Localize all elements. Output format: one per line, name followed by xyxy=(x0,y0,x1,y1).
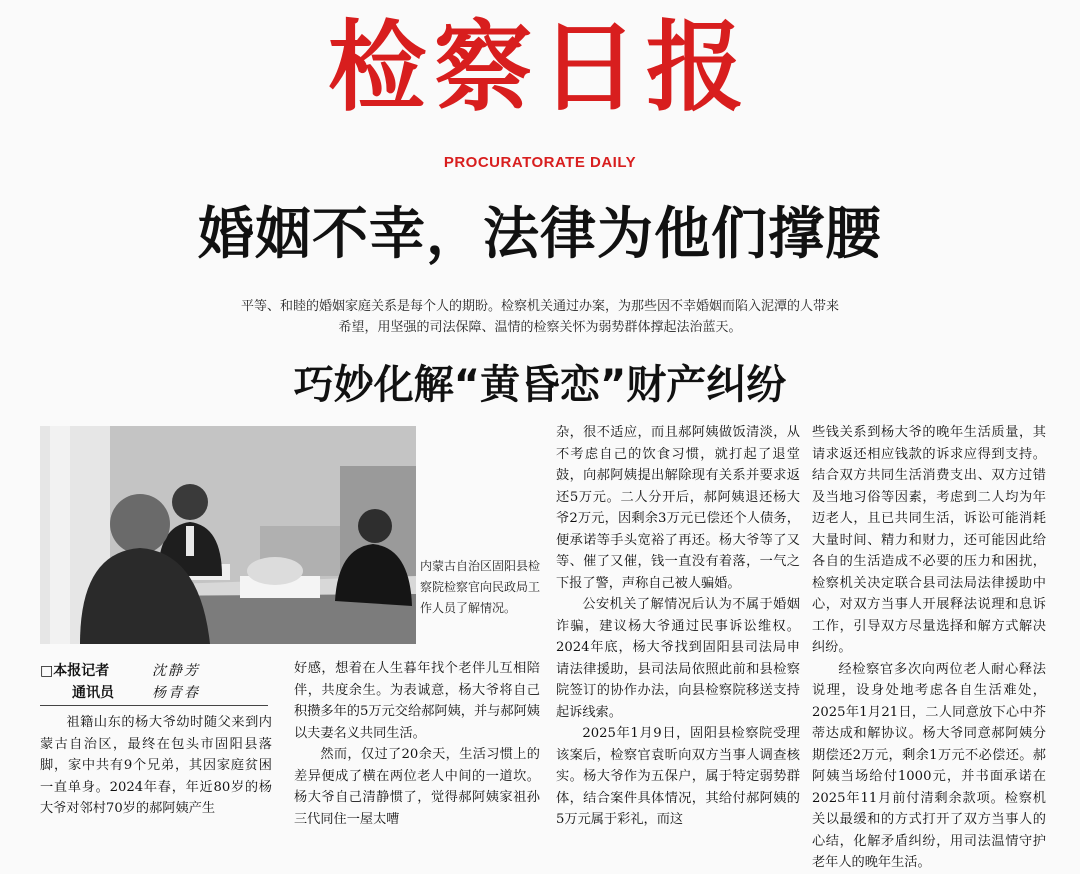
paragraph: 经检察官多次向两位老人耐心释法说理，设身处地考虑各自生活难处，2025年1月21日，二人同意放下心中芥蒂达成和解协议。杨大爷同意郝阿姨分期偿还2万元，剩余1万元不必偿还。郝阿姨当场给付1000元，并书面承诺在2025年11月前付清剩余款项。检察机关以最缓和的方式打开了双方当事人的心结，化解矛盾纠纷，用司法温情守护老年人的晚年生活。 xyxy=(812,661,1046,870)
paragraph: 祖籍山东的杨大爷幼时随父来到内蒙古自治区，最终在包头市固阳县落脚，家中共有9个兄弟，其因家庭贫困一直单身。2024年春，年近80岁的杨大爷对邻村70岁的郝阿姨产生 xyxy=(40,715,272,816)
paragraph: 然而，仅过了20余天，生活习惯上的差异便成了横在两位老人中间的一道坎。杨大爷自己清静惯了，觉得郝阿姨家祖孙三代同住一屋太嘈 xyxy=(294,747,540,827)
article-column-2 xyxy=(294,658,540,834)
correspondent-name: 杨青春 xyxy=(152,685,200,701)
lead-paragraph xyxy=(0,296,1080,338)
lead-line: 平等、和睦的婚姻家庭关系是每个人的期盼。检察机关通过办案，为那些因不幸婚姻而陷入泥潭的人带来 xyxy=(240,299,839,314)
paragraph: 好感，想着在人生暮年找个老伴儿互相陪伴，共度余生。为表诚意，杨大爷将自己积攒多年的5万元交给郝阿姨，并与郝阿姨以夫妻名义共同生活。 xyxy=(294,661,540,741)
paragraph: 2025年1月9日，固阳县检察院受理该案后，检察官袁昕向双方当事人调查核实。杨大爷作为五保户，属于特定弱势群体，结合案件具体情况，其给付郝阿姨的5万元属于彩礼，而这 xyxy=(556,726,800,827)
paragraph: 公安机关了解情况后认为不属于婚姻诈骗，建议杨大爷通过民事诉讼维权。2024年底，杨大爷找到固阳县司法局申请法律援助，县司法局依照此前和县检察院签订的协作办法，向县检察院移送支持起诉线索。 xyxy=(556,597,800,720)
article-column-4 xyxy=(812,422,1046,870)
correspondent-label: 通讯员 xyxy=(72,685,114,701)
byline-divider xyxy=(40,705,268,706)
masthead-subtitle: PROCURATORATE DAILY xyxy=(443,154,637,171)
lead-line: 希望，用坚强的司法保障、温情的检察关怀为弱势群体撑起法治蓝天。 xyxy=(338,320,742,335)
paragraph: 些钱关系到杨大爷的晚年生活质量，其请求返还相应钱款的诉求应得到支持。结合双方共同生活消费支出、双方过错及当地习俗等因素，考虑到二人均为年迈老人，且已共同生活，诉讼可能消耗大量时间、精力和财力，还可能因此给各自的生活造成不必要的压力和困扰，检察机关决定联合县司法局法律援助中心，对双方当事人开展释法说理和息诉工作，引导双方尽量选择和解方式解决纠纷。 xyxy=(812,425,1046,655)
photo-illustration xyxy=(40,426,416,644)
article-subhead: 巧妙化解“黄昏恋”财产纠纷 xyxy=(293,362,787,408)
paragraph: 杂，很不适应，而且郝阿姨做饭清淡，从不考虑自己的饮食习惯，就打起了退堂鼓，向郝阿姨提出解除现有关系并要求返还5万元。二人分开后，郝阿姨退还杨大爷2万元，因剩余3万元已偿还个人债务，便承诺等手头宽裕了再还。杨大爷等了又等、催了又催，钱一直没有着落，一气之下报了警，声称自己被人骗婚。 xyxy=(556,425,800,591)
reporter-name: 沈静芳 xyxy=(152,663,200,679)
news-photo xyxy=(40,426,416,644)
page-headline: 婚姻不幸，法律为他们撑腰 xyxy=(198,202,882,267)
masthead-title: 检察日报 xyxy=(327,11,752,125)
article-column-3 xyxy=(556,422,800,834)
photo-caption: 内蒙古自治区固阳县检察院检察官向民政局工作人员了解情况。 xyxy=(420,559,541,615)
reporter-label: □本报记者 xyxy=(40,663,110,679)
article-column-1 xyxy=(40,712,272,834)
byline xyxy=(40,660,270,704)
